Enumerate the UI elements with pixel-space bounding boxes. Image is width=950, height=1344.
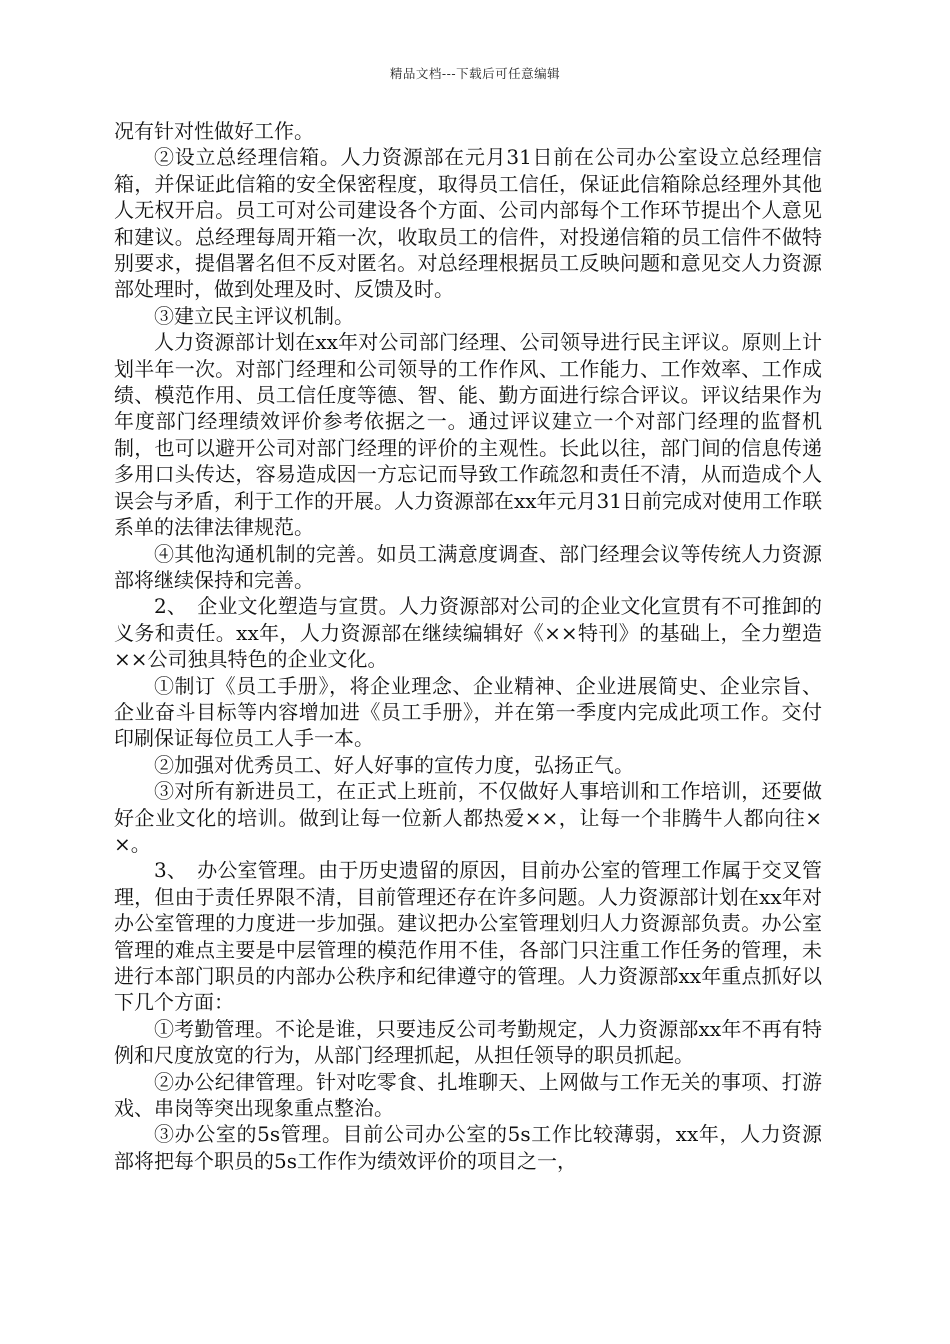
paragraph: ③对所有新进员工，在正式上班前，不仅做好人事培训和工作培训，还要做好企业文化的培训。做到让每一位新人都热爱××，让每一个非腾牛人都向往××。 [114,779,822,856]
paragraph: ②办公纪律管理。针对吃零食、扎堆聊天、上网做与工作无关的事项、打游戏、串岗等突出现象重点整治。 [114,1069,822,1121]
paragraph: ②加强对优秀员工、好人好事的宣传力度，弘扬正气。 [154,752,634,777]
paragraph: ④其他沟通机制的完善。如员工满意度调查、部门经理会议等传统人力资源部将继续保持和完善。 [114,541,822,592]
document-body [114,118,822,1174]
paragraph: ①制订《员工手册》，将企业理念、企业精神、企业进展简史、企业宗旨、企业奋斗目标等内容增加进《员工手册》，并在第一季度内完成此项工作。交付印刷保证每位员工人手一本。 [114,673,822,751]
paragraph: ③建立民主评议机制。 [154,303,354,328]
page-header: 精品文档---下载后可任意编辑 [389,66,561,81]
paragraph: 况有针对性做好工作。 [114,119,314,143]
paragraph: 3、 办公室管理。由于历史遗留的原因，目前办公室的管理工作属于交叉管理，但由于责任界限不清，目前管理还存在许多问题。人力资源部计划在xx年对办公室管理的力度进一步加强。建议把办公室管理划归人力资源部负责。办公室管理的难点主要是中层管理的模范作用不佳，各部门只注重工作任务的管理，未进行本部门职员的内部办公秩序和纪律遵守的管理。人力资源部xx年重点抓好以下几个方面： [114,858,822,1015]
paragraph: 2、 企业文化塑造与宣贯。人力资源部对公司的企业文化宣贯有不可推卸的义务和责任。xx年，人力资源部在继续编辑好《××特刊》的基础上，全力塑造××公司独具特色的企业文化。 [114,594,822,672]
paragraph: ②设立总经理信箱。人力资源部在元月31日前在公司办公室设立总经理信箱，并保证此信箱的安全保密程度，取得员工信任，保证此信箱除总经理外其他人无权开启。员工可对公司建设各个方面、公司内部每个工作环节提出个人意见和建议。总经理每周开箱一次，收取员工的信件，对投递信箱的员工信件不做特别要求，提倡署名但不反对匿名。对总经理根据员工反映问题和意见交人力资源部处理时，做到处理及时、反馈及时。 [114,145,822,302]
paragraph: ③办公室的5s管理。目前公司办公室的5s工作比较薄弱，xx年，人力资源部将把每个职员的5s工作作为绩效评价的项目之一， [114,1122,822,1173]
paragraph: ①考勤管理。不论是谁，只要违反公司考勤规定，人力资源部xx年不再有特例和尺度放宽的行为，从部门经理抓起，从担任领导的职员抓起。 [114,1016,822,1068]
paragraph: 人力资源部计划在xx年对公司部门经理、公司领导进行民主评议。原则上计划半年一次。对部门经理和公司领导的工作作风、工作能力、工作效率、工作成绩、模范作用、员工信任度等德、智、能、勤方面进行综合评议。评议结果作为年度部门经理绩效评价参考依据之一。通过评议建立一个对部门经理的监督机制，也可以避开公司对部门经理的评价的主观性。长此以往，部门间的信息传递多用口头传达，容易造成因一方忘记而导致工作疏忽和责任不清，从而造成个人误会与矛盾，利于工作的开展。人力资源部在xx年元月31日前完成对使用工作联系单的法律法律规范。 [114,330,823,540]
